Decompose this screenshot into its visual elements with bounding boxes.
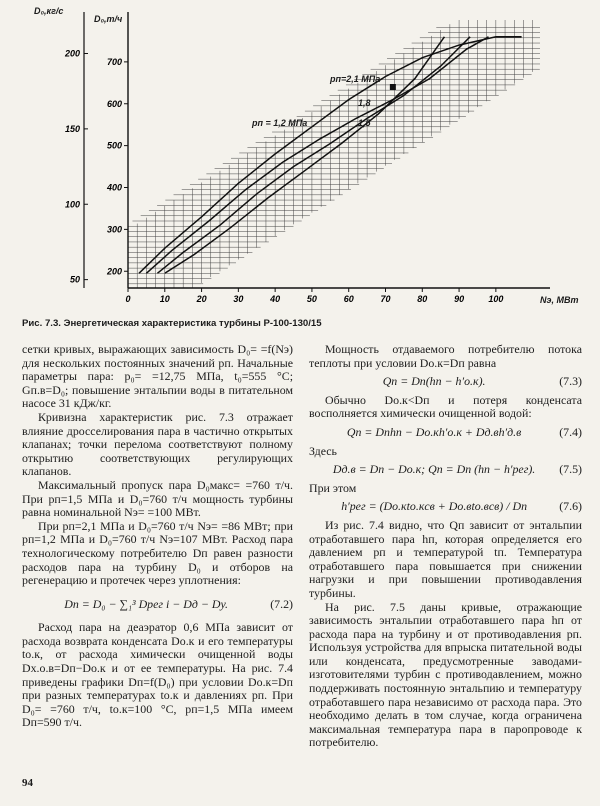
curve-label-2-1: pп=2,1 МПа [330, 74, 381, 84]
equation-7-5-number: (7.5) [559, 462, 582, 477]
series-line-2 [146, 37, 488, 273]
y-th-tick-label: 400 [106, 182, 122, 193]
left-column [22, 343, 293, 730]
equation-7-3-number: (7.3) [559, 374, 582, 389]
x-tick-label: 80 [417, 294, 428, 304]
y-th-tick-label: 600 [106, 98, 122, 109]
y-th-tick-label: 500 [106, 140, 122, 151]
equation-7-6 [309, 500, 582, 514]
chart-tick-labels [64, 49, 503, 305]
x-tick-label: 10 [159, 294, 170, 304]
curve-label-1-8: 1,8 [358, 98, 371, 108]
right-para-4: При этом [309, 480, 357, 495]
x-tick-label: 0 [125, 294, 131, 304]
equation-7-4-body: Qп = Dпhп − Dо.кh′о.к + Dд.вh′д.в [346, 424, 522, 439]
x-tick-label: 100 [488, 294, 504, 304]
x-tick-label: 90 [454, 294, 465, 304]
left-para-5: Расход пара на деаэратор 0,6 МПа зависит от расхода возврата конденсата Dо.к и его температуры tо.к, от расхода химически очищенной воды Dх.о.в=Dп−Dо.к и от ее температуры. На рис. 7.4 приведены графики Dп=f(D₀) при условии Dо.к=Dп при разных температурах tо.к и давлениях pп. При D₀= =760 т/ч, tо.к=100 °C, pп=1,5 МПа имеем Dп=590 т/ч. [22, 620, 293, 730]
page-number: 94 [22, 777, 33, 789]
equation-7-2-number: (7.2) [270, 596, 293, 611]
operating-point-marker [390, 84, 396, 90]
equation-7-4-number: (7.4) [559, 424, 582, 439]
right-column [309, 343, 582, 750]
left-para-1: сетки кривых, выражающих зависимость D₀= =f(Nэ) для нескольких постоянных значений pп. Начальные параметры пара: p₀= =12,75 МПа, t₀=555 °C; Gп.в=D₀; повышение энтальпии воды в питательном насосе 31 кДж/кг. [22, 342, 293, 411]
left-para-2: Кривизна характеристик рис. 7.3 отражает влияние дросселирования пара в частично открытых клапанах; точки перелома соответствуют полному открытию соответствующих регулирующих клапанов. [22, 409, 293, 479]
series-line-3 [157, 37, 470, 273]
left-para-4: При pп=2,1 МПа и D₀=760 т/ч Nэ= =86 МВт; при pп=1,2 МПа и D₀=760 т/ч Nэ=107 МВт. Расход пара технологическому потребителю Dп равен разности расходов пара на турбину D₀ и отборов на регенерацию и протечек через уплотнения: [22, 518, 293, 588]
y-kgs-tick-label: 50 [69, 274, 80, 285]
right-para-1: Мощность отдаваемого потребителю потока теплоты при условии Dо.к=Dп равна [309, 342, 582, 370]
right-para-5: Из рис. 7.4 видно, что Qп зависит от энтальпии отработавшего пара hп, которая определяется его давлением pп и температурой tп. Температура отработавшего пара повышается при снижении нагрузки и при повышении противодавления турбины. [309, 517, 582, 600]
equation-7-4 [309, 426, 582, 440]
x-tick-label: 70 [380, 294, 391, 304]
y-th-tick-label: 200 [106, 266, 122, 277]
y-axis-right-label: D₀,т/ч [94, 14, 123, 24]
y-kgs-tick-label: 200 [64, 48, 80, 59]
equation-7-3-body: Qп = Dп(hп − h′о.к). [382, 374, 486, 389]
curve-label-1-5: 1,5 [358, 118, 371, 128]
curve-label-1-2: pп = 1,2 МПа [252, 118, 308, 128]
equation-7-5 [309, 463, 582, 477]
x-axis-label: Nэ, МВт [540, 295, 579, 305]
y-th-tick-label: 300 [106, 224, 122, 235]
right-para-6: На рис. 7.5 даны кривые, отражающие зависимость энтальпии отработавшего пара hп от расхода пара на турбину и от противодавления pп. Используя устройства для впрыска питательной воды или конденсата, предусмотренные заводами-изготовителями турбин с противодавлением, можно поддерживать постоянную энтальпию и температуру отработавшего пара независимо от расхода пара. Это необходимо делать в том случае, когда ограничена максимальная температура пара в паропроводе к потребителю. [309, 599, 582, 750]
equation-7-3 [309, 375, 582, 389]
left-para-3: Максимальный пропуск пара D₀макс= =760 т/ч. При pп=1,5 МПа и D₀=760 т/ч мощность турбины равна номинальной Nэ= =100 МВт. [22, 477, 293, 520]
series-line-4 [165, 37, 445, 273]
right-para-3: Здесь [309, 443, 337, 458]
equation-7-2 [22, 598, 293, 612]
turbine-characteristic-chart [0, 0, 600, 318]
right-para-2: Обычно Dо.к<Dп и потеря конденсата восполняется химически очищенной водой: [309, 392, 582, 421]
equation-7-6-body: h′рег = (Dо.кtо.кcв + Dо.вtо.вcв) / Dп [341, 499, 528, 514]
x-tick-label: 60 [343, 294, 354, 304]
equation-7-2-body: Dп = D₀ − ∑₁³ Dрег i − Dд − Dу. [64, 596, 228, 611]
equation-7-5-body: Dд.в = Dп − Dо.к; Qп = Dп (hп − h′рег). [332, 462, 536, 477]
y-kgs-tick-label: 100 [64, 199, 80, 210]
x-tick-label: 30 [233, 294, 244, 304]
y-th-tick-label: 700 [106, 56, 122, 67]
x-tick-label: 20 [196, 294, 207, 304]
x-tick-label: 50 [306, 294, 317, 304]
y-kgs-tick-label: 150 [64, 123, 80, 134]
y-axis-left-label: D₀,кг/с [34, 6, 64, 16]
equation-7-6-number: (7.6) [559, 499, 582, 514]
figure-caption: Рис. 7.3. Энергетическая характеристика турбины Р-100-130/15 [22, 318, 322, 329]
x-tick-label: 40 [270, 294, 281, 304]
